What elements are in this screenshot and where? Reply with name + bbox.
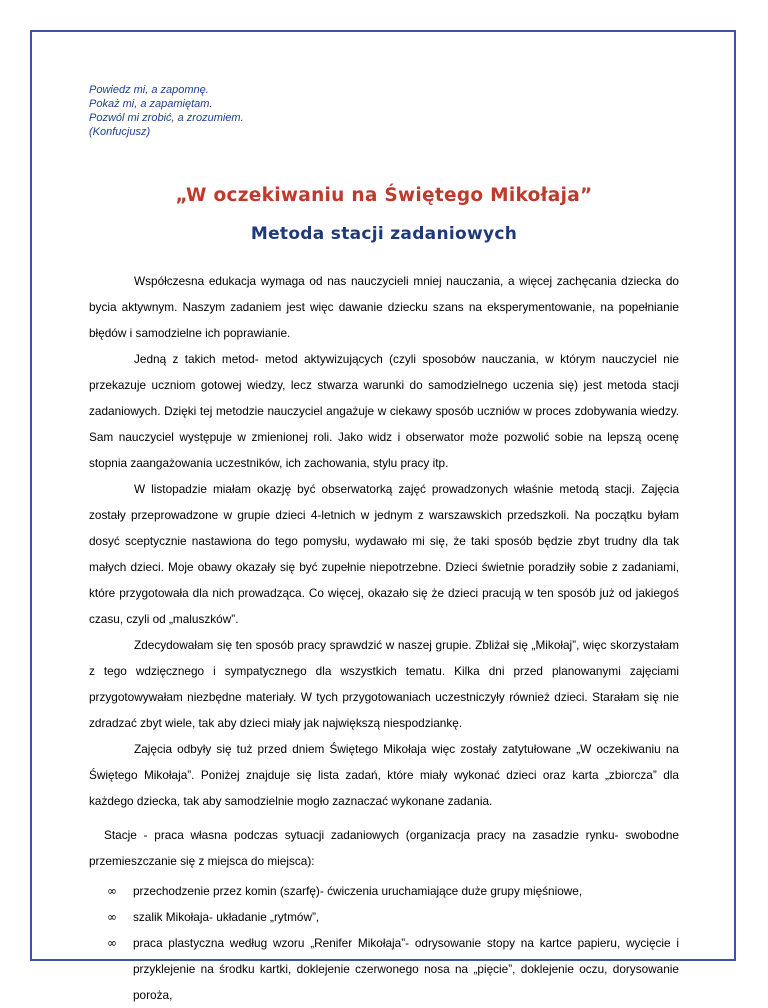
list-item [89, 878, 679, 904]
list-item-text: przechodzenie przez komin (szarfę)- ćwiczenia uruchamiające duże grupy mięśniowe, [133, 884, 583, 898]
infinity-bullet-icon: ∞ [107, 884, 117, 898]
stations-intro: Stacje - praca własna podczas sytuacji zadaniowych (organizacja pracy na zasadzie rynku- swobodne przemieszczanie się z miejsca do miejsca): [89, 828, 679, 868]
quote-line: Pozwól mi zrobić, a zrozumiem. [89, 112, 244, 124]
list-item [89, 904, 679, 930]
paragraph: Jedną z takich metod- metod aktywizujących (czyli sposobów nauczania, w którym nauczyciel nie przekazuje uczniom gotowej wiedzy, lecz stwarza warunki do samodzielnego uczenia się) jest metoda stacji zadaniowych. Dzięki tej metodzie nauczyciel angażuje w ciekawy sposób uczniów w proces zdobywania wiedzy. Sam nauczyciel występuje w zmienionej roli. Jako widz i obserwator może pozwolić sobie na lepszą ocenę stopnia zaangażowania uczestników, ich zachowania, stylu pracy itp. [89, 352, 679, 470]
paragraph: W listopadzie miałam okazję być obserwatorką zajęć prowadzonych właśnie metodą stacji. Zajęcia zostały przeprowadzone w grupie dzieci 4-letnich w jednym z warszawskich przedszkoli. Na początku byłam dosyć sceptycznie nastawiona do tego pomysłu, wydawało mi się, że taki sposób będzie zbyt trudny dla tak małych dzieci. Moje obawy okazały się być zupełnie niepotrzebne. Dzieci świetnie poradziły sobie z zadaniami, które przygotowała dla nich prowadząca. Co więcej, okazało się że dzieci pracują w ten sposób już od jakiegoś czasu, czyli od „maluszków”. [89, 482, 679, 626]
quote-line: Pokaż mi, a zapamiętam. [89, 98, 213, 110]
document-title: „W oczekiwaniu na Świętego Mikołaja” [175, 185, 593, 206]
quote-author: (Konfucjusz) [89, 126, 151, 138]
epigraph-quote [89, 83, 679, 139]
paragraph: Współczesna edukacja wymaga od nas nauczycieli mniej nauczania, a więcej zachęcania dziecka do bycia aktywnym. Naszym zadaniem jest więc dawanie dziecku szans na eksperymentowanie, na popełnianie błędów i samodzielne ich poprawianie. [89, 274, 679, 340]
list-item-text: praca plastyczna według wzoru „Renifer Mikołaja”- odrysowanie stopy na kartce papieru, wycięcie i przyklejenie na środku kartki, doklejenie czerwonego nosa na „pięcie”, doklejenie oczu, dorysowanie poroża, [133, 936, 679, 1002]
stations-list [89, 878, 679, 1008]
list-item-text: szalik Mikołaja- układanie „rytmów”, [133, 910, 320, 924]
paragraph: Zdecydowałam się ten sposób pracy sprawdzić w naszej grupie. Zbliżał się „Mikołaj”, więc skorzystałam z tego wdzięcznego i sympatycznego dla wszystkich tematu. Kilka dni przed planowanymi zajęciami przygotowywałam niezbędne materiały. W tych przygotowaniach uczestniczyły również dzieci. Starałam się nie zdradzać zbyt wiele, tak aby dzieci miały jak największą niespodziankę. [89, 638, 679, 730]
body-text [89, 268, 679, 814]
list-item [89, 930, 679, 1008]
document-content [89, 83, 679, 1008]
quote-line: Powiedz mi, a zapomnę. [89, 84, 209, 96]
paragraph: Zajęcia odbyły się tuż przed dniem Świętego Mikołaja więc zostały zatytułowane „W oczekiwaniu na Świętego Mikołaja”. Poniżej znajduje się lista zadań, które miały wykonać dzieci oraz karta „zbiorcza” dla każdego dziecka, tak aby samodzielnie mogło zaznaczać wykonane zadania. [89, 742, 679, 808]
infinity-bullet-icon: ∞ [107, 910, 117, 924]
document-subtitle: Metoda stacji zadaniowych [250, 224, 518, 244]
infinity-bullet-icon: ∞ [107, 936, 117, 950]
